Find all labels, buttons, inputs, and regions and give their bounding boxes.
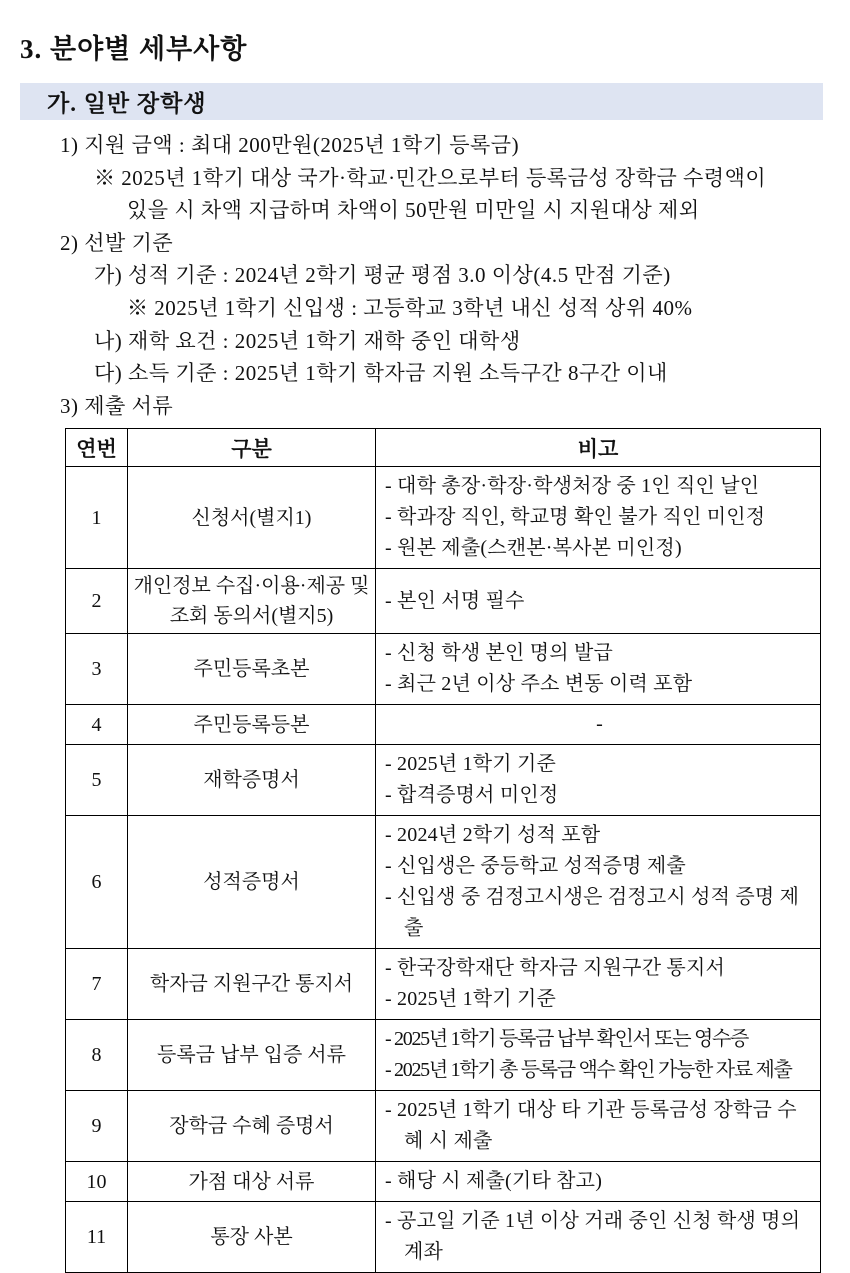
line-freshman-note: ※ 2025년 1학기 신입생 : 고등학교 3학년 내신 성적 상위 40% xyxy=(127,295,693,320)
col-header-category: 구분 xyxy=(128,429,376,467)
row-remarks xyxy=(376,745,821,816)
col-header-no: 연번 xyxy=(66,429,128,467)
remark-line: - 2025년 1학기 기준 xyxy=(385,753,557,776)
row-category: 학자금 지원구간 통지서 xyxy=(128,949,376,1020)
row-remarks xyxy=(376,569,821,634)
col-header-remarks: 비고 xyxy=(376,429,821,467)
remark-line: - 공고일 기준 1년 이상 거래 중인 신청 학생 명의 계좌 xyxy=(385,1210,801,1264)
row-category: 개인정보 수집·이용·제공 및 조회 동의서(별지5) xyxy=(128,569,376,634)
row-category: 장학금 수혜 증명서 xyxy=(128,1091,376,1162)
table-header-row xyxy=(66,429,821,467)
line-grade-criteria: 가) 성적 기준 : 2024년 2학기 평균 평점 3.0 이상(4.5 만점 기준) xyxy=(94,263,671,288)
row-remarks xyxy=(376,467,821,569)
remark-line: - 2025년 1학기 총 등록금 액수 확인 가능한 자료 제출 xyxy=(385,1059,792,1082)
remark-line: - 합격증명서 미인정 xyxy=(385,784,559,807)
row-number: 1 xyxy=(66,467,128,569)
row-remarks xyxy=(376,634,821,705)
row-number: 2 xyxy=(66,569,128,634)
remark-line: - xyxy=(596,713,603,736)
row-remarks xyxy=(376,1091,821,1162)
remark-line: - 2025년 1학기 등록금 납부 확인서 또는 영수증 xyxy=(385,1028,749,1051)
row-number: 8 xyxy=(66,1020,128,1091)
row-remarks xyxy=(376,816,821,949)
section-heading-band xyxy=(20,83,823,120)
row-category: 등록금 납부 입증 서류 xyxy=(128,1020,376,1091)
line-support-amount: 1) 지원 금액 : 최대 200만원(2025년 1학기 등록금) xyxy=(60,133,520,157)
row-remarks xyxy=(376,1162,821,1202)
row-category: 신청서(별지1) xyxy=(128,467,376,569)
table-row-1 xyxy=(66,467,821,569)
remark-line: - 대학 총장·학장·학생처장 중 1인 직인 날인 xyxy=(385,475,760,498)
section-heading-text: 가. 일반 장학생 xyxy=(47,91,207,116)
row-number: 4 xyxy=(66,705,128,745)
row-number: 6 xyxy=(66,816,128,949)
remark-line: - 학과장 직인, 학교명 확인 불가 직인 미인정 xyxy=(385,506,766,529)
table-row-2 xyxy=(66,569,821,634)
line-submission-documents: 3) 제출 서류 xyxy=(60,393,174,418)
row-category: 통장 사본 xyxy=(128,1202,376,1273)
row-number: 10 xyxy=(66,1162,128,1202)
remark-line: - 신입생은 중등학교 성적증명 제출 xyxy=(385,855,686,878)
remark-line: - 최근 2년 이상 주소 변동 이력 포함 xyxy=(385,673,693,696)
body-text xyxy=(0,129,850,422)
row-remarks xyxy=(376,1202,821,1273)
row-number: 5 xyxy=(66,745,128,816)
table-row-9 xyxy=(66,1091,821,1162)
table-row-11 xyxy=(66,1202,821,1273)
remark-line: - 신청 학생 본인 명의 발급 xyxy=(385,642,614,665)
row-number: 7 xyxy=(66,949,128,1020)
line-scholarship-note-2: 있을 시 차액 지급하며 차액이 50만원 미만일 시 지원대상 제외 xyxy=(127,198,700,223)
remark-line: - 한국장학재단 학자금 지원구간 통지서 xyxy=(385,957,725,980)
row-number: 9 xyxy=(66,1091,128,1162)
row-category: 주민등록등본 xyxy=(128,705,376,745)
remark-line: - 해당 시 제출(기타 참고) xyxy=(385,1170,603,1193)
row-remarks xyxy=(376,1020,821,1091)
table-row-5 xyxy=(66,745,821,816)
row-category: 가점 대상 서류 xyxy=(128,1162,376,1202)
table-row-6 xyxy=(66,816,821,949)
remark-line: - 2025년 1학기 기준 xyxy=(385,988,557,1011)
remark-line: - 원본 제출(스캔본·복사본 미인정) xyxy=(385,537,682,560)
line-selection-criteria: 2) 선발 기준 xyxy=(60,230,174,255)
table-row-4 xyxy=(66,705,821,745)
line-income-criteria: 다) 소득 기준 : 2025년 1학기 학자금 지원 소득구간 8구간 이내 xyxy=(94,361,668,386)
table-row-8 xyxy=(66,1020,821,1091)
row-remarks xyxy=(376,705,821,745)
remark-line: - 2025년 1학기 대상 타 기관 등록금성 장학금 수혜 시 제출 xyxy=(385,1099,797,1153)
remark-line: - 2024년 2학기 성적 포함 xyxy=(385,824,601,847)
page-title: 3. 분야별 세부사항 xyxy=(20,34,248,64)
row-remarks xyxy=(376,949,821,1020)
table-row-3 xyxy=(66,634,821,705)
row-number: 11 xyxy=(66,1202,128,1273)
row-category: 재학증명서 xyxy=(128,745,376,816)
row-category: 주민등록초본 xyxy=(128,634,376,705)
row-number: 3 xyxy=(66,634,128,705)
line-enrollment-criteria: 나) 재학 요건 : 2025년 1학기 재학 중인 대학생 xyxy=(94,328,521,353)
table-row-7 xyxy=(66,949,821,1020)
submission-documents-table xyxy=(65,428,821,1273)
remark-line: - 신입생 중 검정고시생은 검정고시 성적 증명 제출 xyxy=(385,886,800,940)
row-category: 성적증명서 xyxy=(128,816,376,949)
remark-line: - 본인 서명 필수 xyxy=(385,589,525,612)
line-scholarship-note: ※ 2025년 1학기 대상 국가·학교·민간으로부터 등록금성 장학금 수령액이 xyxy=(94,165,767,190)
table-row-10 xyxy=(66,1162,821,1202)
